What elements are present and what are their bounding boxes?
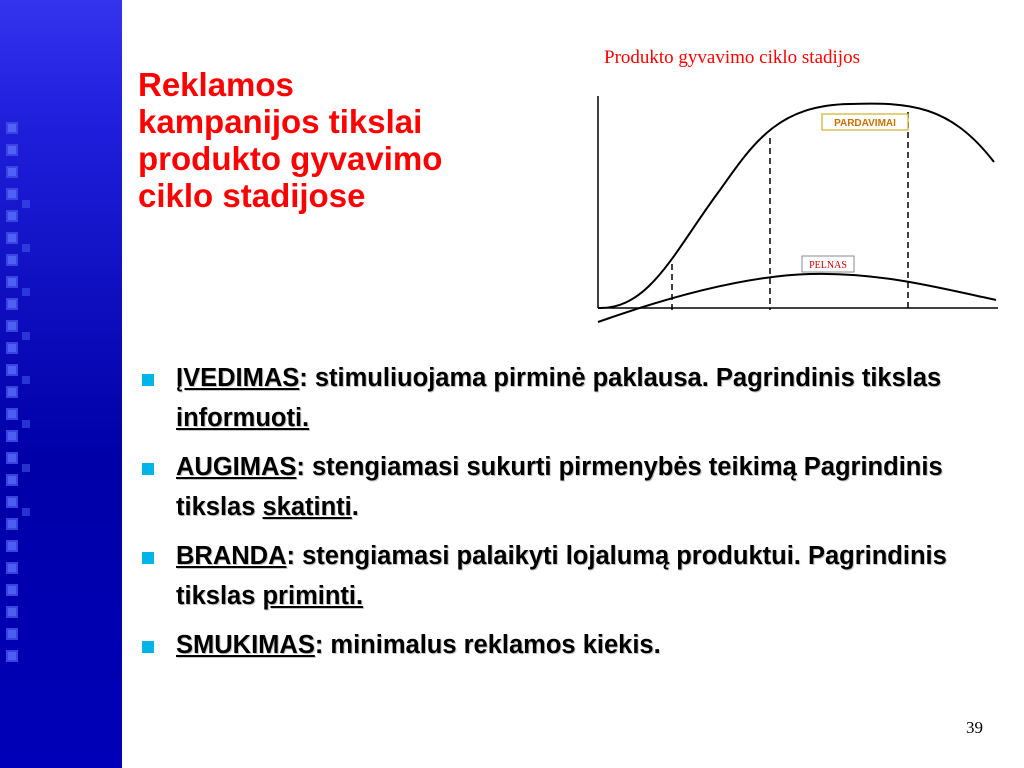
stage-tail: . [351,493,359,521]
square-bullet-icon [142,463,154,475]
sidebar-square [6,276,18,288]
sales-label: PARDAVIMAI [834,118,896,129]
sidebar-square [6,166,18,178]
sidebar-square-small [22,464,30,472]
profit-curve [598,274,996,322]
sidebar-square [6,364,18,376]
sidebar-square [6,342,18,354]
stage-description: : stengiamasi sukurti pirmenybės teikimą Pagrindinis tikslas [176,453,943,521]
sidebar-square [6,540,18,552]
sidebar-square [6,320,18,332]
stage-description: : minimalus reklamos kiekis [314,631,654,659]
sidebar-square [6,188,18,200]
stage-bullet-list [140,358,1010,674]
product-life-cycle-chart [590,90,1010,330]
sidebar-square [6,386,18,398]
sidebar-square-small [22,508,30,516]
sidebar-square [6,606,18,618]
sidebar-square-small [22,376,30,384]
stage-description: : stimuliuojama pirminė paklausa. Pagrindinis tikslas [299,364,942,392]
stage-term: ĮVEDIMAS [176,364,300,392]
sidebar-square-small [22,332,30,340]
stage-description: : stengiamasi palaikyti lojalumą produktui. Pagrindinis tikslas [176,542,947,610]
sidebar-square [6,496,18,508]
square-bullet-icon [142,374,154,386]
sidebar-square-small [22,200,30,208]
slide-title-line: produkto gyvavimo [138,140,443,177]
bullet-introduction [140,358,1010,438]
profit-label: PELNAS [809,260,847,271]
sidebar-square [6,584,18,596]
sidebar-square [6,298,18,310]
slide-title [138,66,568,214]
slide-title-line: ciklo stadijose [138,177,366,214]
sidebar-square [6,430,18,442]
page-number: 39 [966,718,983,737]
sales-curve [598,104,994,308]
left-decorative-sidebar [0,0,122,768]
stage-term: BRANDA [176,542,287,570]
sidebar-square [6,562,18,574]
sidebar-square [6,408,18,420]
sidebar-square [6,254,18,266]
sidebar-square [6,650,18,662]
slide-title-line: kampanijos tikslai [138,103,423,140]
stage-goal: priminti. [262,582,364,610]
bullet-maturity [140,536,1010,616]
stage-goal: skatinti [262,493,352,521]
slide-title-line: Reklamos [138,66,294,103]
stage-term: SMUKIMAS [176,631,315,659]
sidebar-square [6,122,18,134]
chart-title: Produkto gyvavimo ciklo stadijos [604,47,860,68]
stage-tail: . [653,631,661,659]
sidebar-square [6,518,18,530]
sidebar-square [6,232,18,244]
sidebar-square [6,628,18,640]
bullet-growth [140,447,1010,527]
square-bullet-icon [142,552,154,564]
sidebar-square-small [22,288,30,296]
bullet-decline [140,625,1010,665]
sidebar-square [6,210,18,222]
sidebar-square [6,474,18,486]
sidebar-square [6,144,18,156]
sidebar-square [6,452,18,464]
stage-goal: informuoti. [176,404,310,432]
sidebar-square-small [22,420,30,428]
stage-term: AUGIMAS [176,453,297,481]
square-bullet-icon [142,641,154,653]
sidebar-square-small [22,244,30,252]
